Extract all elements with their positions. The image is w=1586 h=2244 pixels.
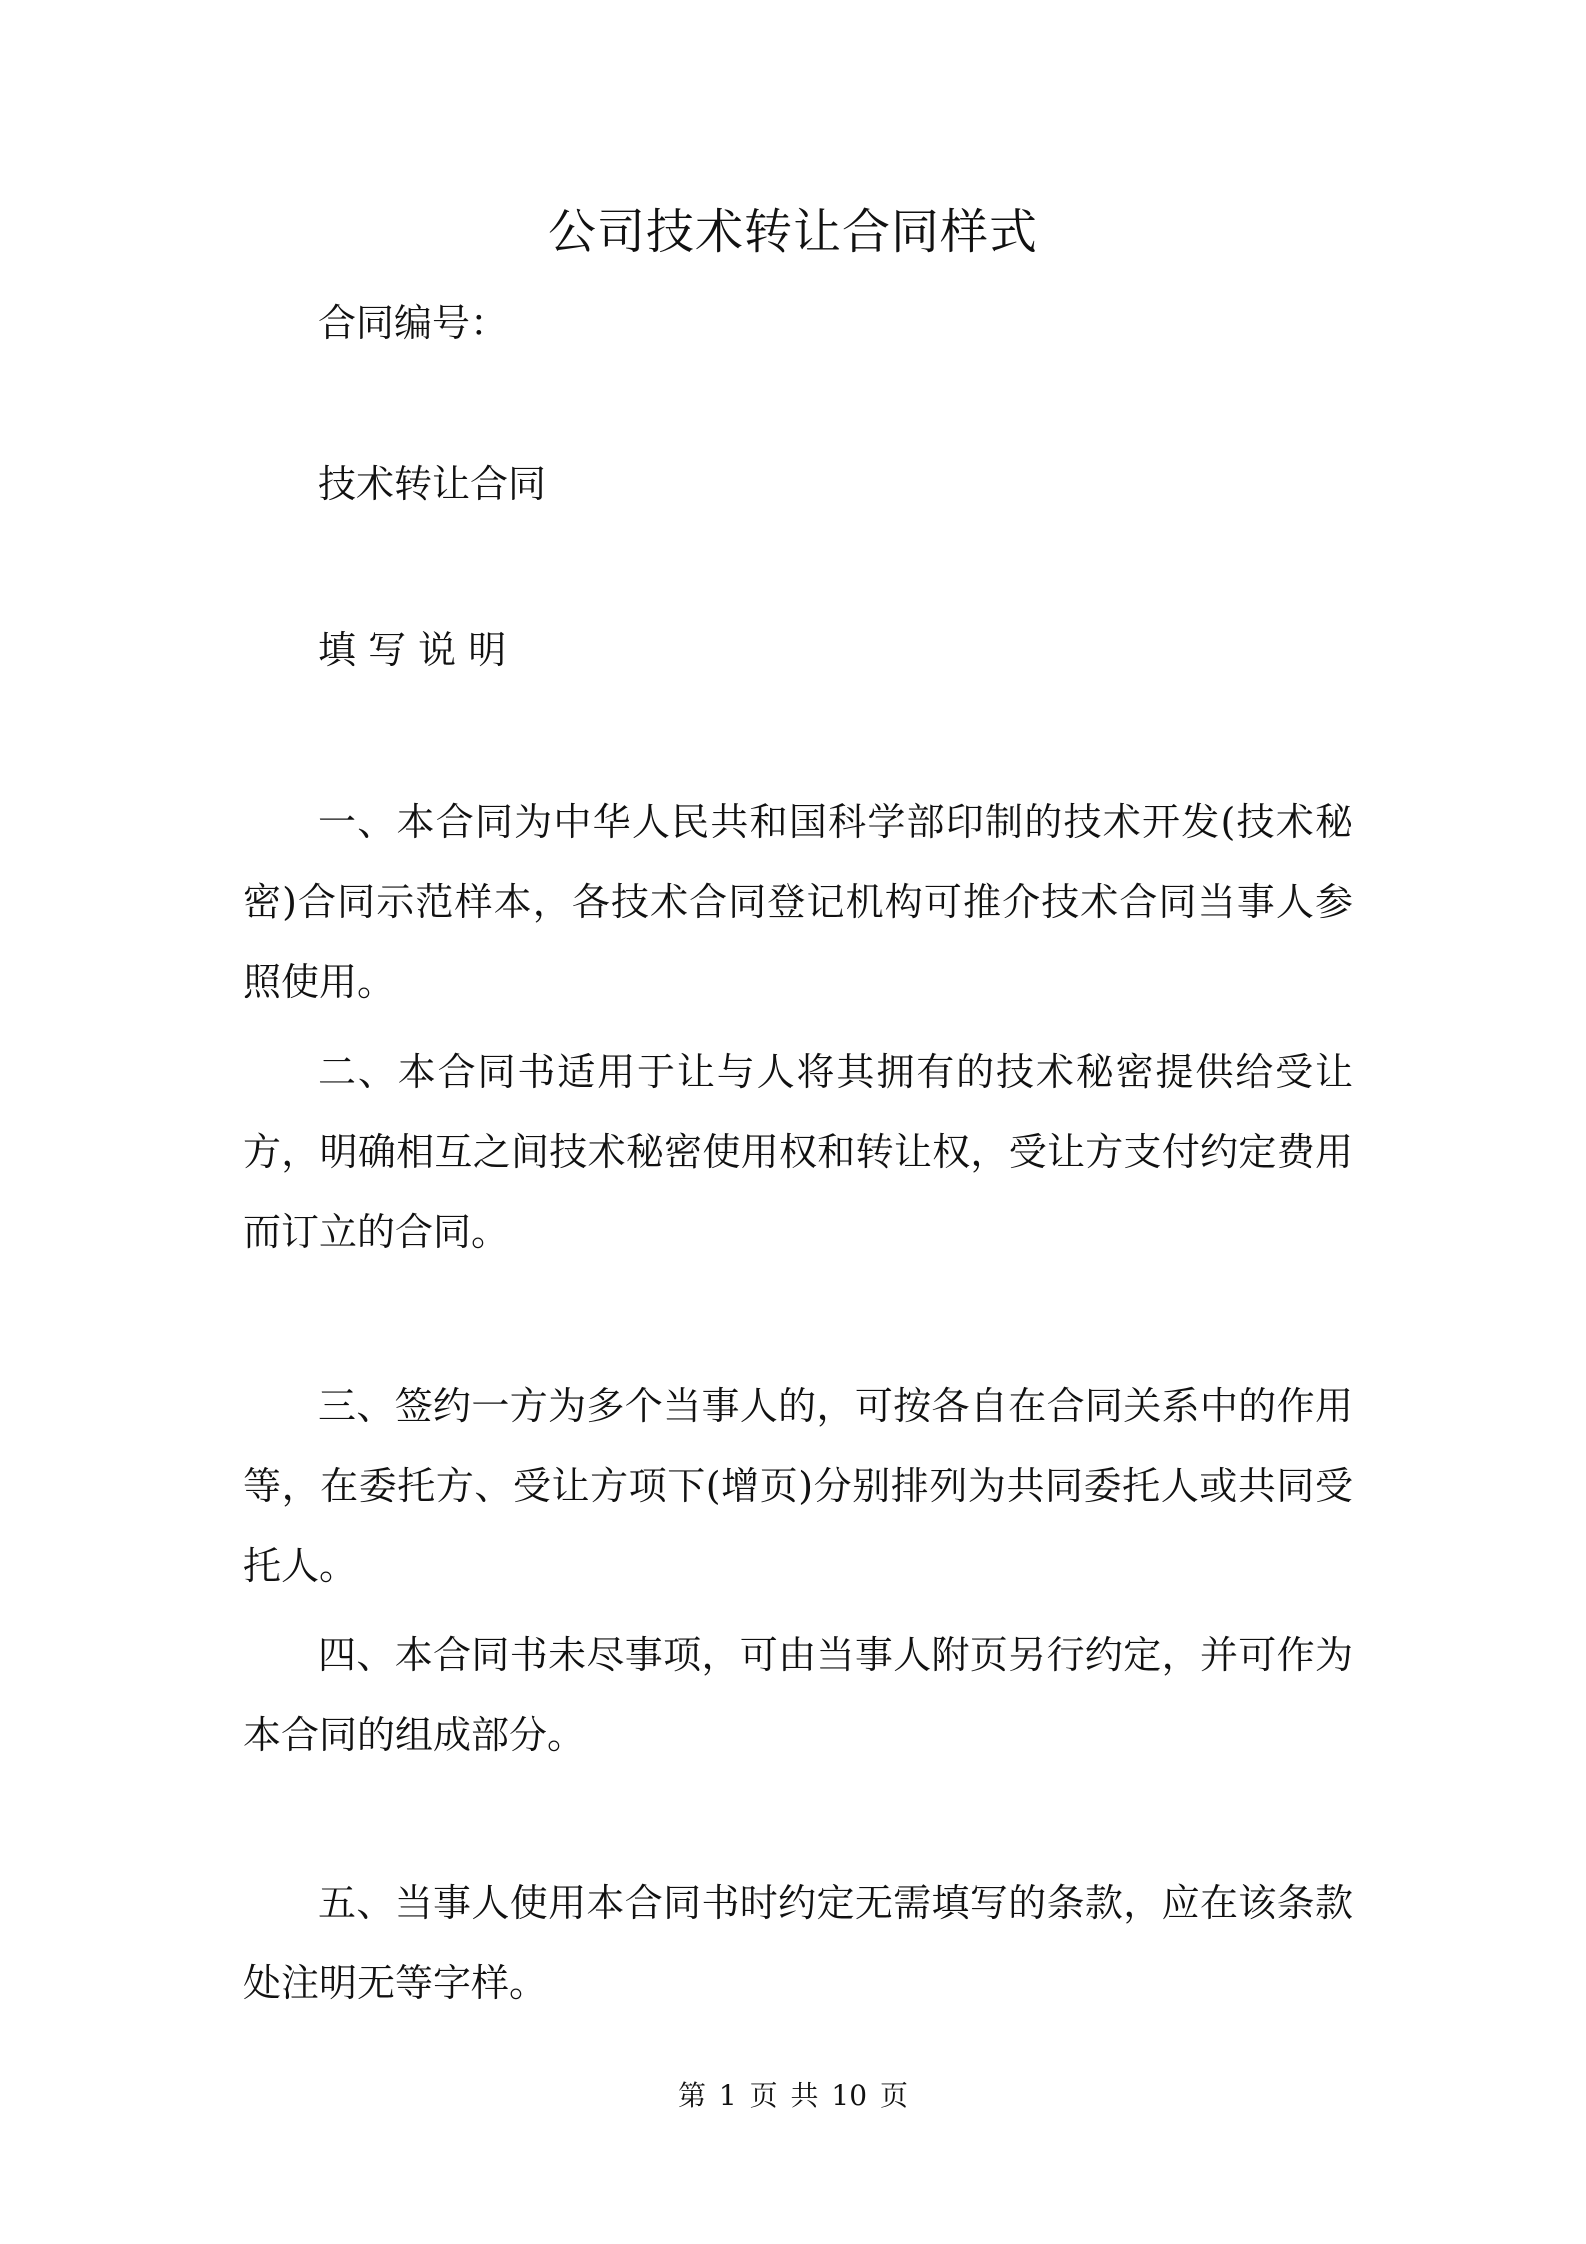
instruction-paragraph-5: 五、当事人使用本合同书时约定无需填写的条款，应在该条款处注明无等字样。 (243, 1881, 1353, 2005)
contract-number-label: 合同编号： (318, 301, 509, 345)
instructions-heading: 填 写 说 明 (318, 628, 507, 672)
instruction-paragraph-4: 四、本合同书未尽事项，可由当事人附页另行约定，并可作为本合同的组成部分。 (243, 1633, 1353, 1757)
instruction-paragraph-2: 二、本合同书适用于让与人将其拥有的技术秘密提供给受让方，明确相互之间技术秘密使用权和转让权，受让方支付约定费用而订立的合同。 (243, 1050, 1353, 1254)
contract-type-heading: 技术转让合同 (318, 462, 547, 506)
document-title: 公司技术转让合同样式 (547, 204, 1038, 260)
page-footer: 第 1 页 共 10 页 (678, 2079, 908, 2112)
instruction-paragraph-1: 一、本合同为中华人民共和国科学部印制的技术开发(技术秘密)合同示范样本，各技术合同登记机构可推介技术合同当事人参照使用。 (243, 800, 1353, 1004)
instruction-paragraph-3: 三、签约一方为多个当事人的，可按各自在合同关系中的作用等，在委托方、受让方项下(增页)分别排列为共同委托人或共同受托人。 (243, 1384, 1353, 1588)
